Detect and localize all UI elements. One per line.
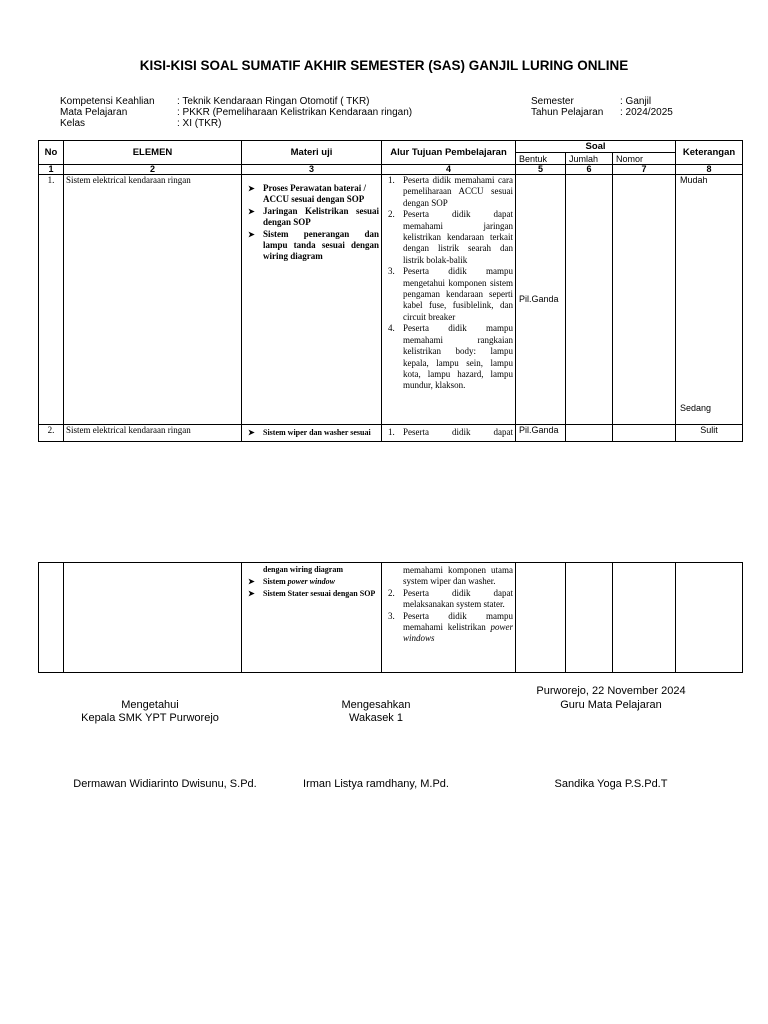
list-item — [384, 266, 513, 323]
row-nomor — [613, 425, 676, 442]
goal-number: 4. — [388, 323, 395, 334]
col-number: 2 — [64, 165, 242, 175]
keterangan-mudah: Mudah — [680, 175, 708, 185]
list-item — [384, 175, 513, 209]
list-item — [244, 576, 379, 588]
list-item — [384, 565, 513, 588]
goal-number: 1. — [388, 427, 395, 437]
name-wakasek: Irman Listya ramdhany, M.Pd. — [303, 778, 449, 790]
goals-list — [384, 427, 513, 438]
row-nomor — [613, 563, 676, 673]
name-kepala-sekolah: Dermawan Widiarinto Dwisunu, S.Pd. — [73, 778, 257, 790]
arrow-bullet-icon: ➤ — [248, 229, 255, 239]
list-item — [244, 183, 379, 206]
list-item — [384, 427, 513, 438]
row-no: 1. — [39, 175, 64, 425]
header-jumlah: Jumlah — [566, 153, 613, 165]
materi-text: Proses Perawatan baterai / ACCU sesuai dengan SOP — [263, 183, 367, 205]
arrow-bullet-icon: ➤ — [248, 428, 255, 437]
goal-text: Peserta didik mampu mengetahui komponen sistem pengaman kendaraan seperti kabel fuse, fusiblelink, dan circuit breaker — [403, 266, 513, 322]
info-value-tahun: : 2024/2025 — [620, 107, 673, 118]
col-number: 1 — [39, 165, 64, 175]
materi-list — [244, 427, 379, 438]
header-nomor: Nomor — [613, 153, 676, 165]
info-label-tahun: Tahun Pelajaran — [531, 107, 604, 118]
info-value-kompetensi: : Teknik Kendaraan Ringan Otomotif ( TKR) — [177, 96, 370, 107]
list-item — [384, 588, 513, 611]
col-number: 5 — [516, 165, 566, 175]
goal-text: Peserta didik mampu memahami rangkaian kelistrikan body: lampu kepala, lampu sein, lampu kota, lampu hazard, lampu mundur, klakson. — [403, 323, 513, 391]
kisi-kisi-table — [38, 140, 743, 442]
list-item — [244, 427, 379, 438]
row-nomor — [613, 175, 676, 425]
goal-text: Peserta didik dapat melaksanakan system stater. — [403, 587, 513, 610]
row-keterangan — [676, 563, 743, 673]
row-bentuk: Pil.Ganda — [516, 425, 566, 442]
role-wakasek: Wakasek 1 — [348, 712, 403, 724]
table-row — [39, 425, 743, 442]
materi-text: Sistem wiper dan washer sesuai — [263, 428, 371, 437]
list-item — [244, 588, 379, 600]
goal-italic: power windows — [403, 622, 513, 644]
role-mengetahui: Mengetahui — [121, 699, 179, 711]
role-mengesahkan: Mengesahkan — [341, 699, 411, 711]
row-keterangan: Sulit — [676, 425, 743, 442]
info-value-semester: : Ganjil — [620, 96, 652, 107]
goal-number: 3. — [388, 266, 395, 277]
materi-text: Jaringan Kelistrikan sesuai dengan SOP — [263, 205, 379, 228]
materi-text: Sistem — [263, 577, 288, 586]
goal-text: Peserta didik memahami cara pemeliharaan ACCU sesuai dengan SOP — [403, 175, 513, 208]
header-keterangan: Keterangan — [676, 141, 743, 165]
goal-text: Peserta didik dapat memahami jaringan kelistrikan kendaraan terkait dengan listrik searah dan listrik bolak-balik — [403, 209, 513, 265]
materi-continued: dengan wiring diagram — [263, 565, 344, 574]
role-kepala-sekolah: Kepala SMK YPT Purworejo — [81, 712, 219, 724]
arrow-bullet-icon: ➤ — [248, 577, 255, 586]
info-label-semester: Semester — [531, 96, 574, 107]
materi-list — [244, 576, 379, 600]
list-item — [244, 229, 379, 263]
arrow-bullet-icon: ➤ — [248, 206, 255, 216]
role-guru: Guru Mata Pelajaran — [560, 699, 662, 711]
goal-text: Peserta didik mampu memahami kelistrikan — [403, 610, 513, 633]
col-number: 7 — [613, 165, 676, 175]
header-no: No — [39, 141, 64, 165]
goal-number: 2. — [388, 209, 395, 220]
materi-list — [244, 183, 379, 263]
header-materi: Materi uji — [242, 141, 382, 165]
header-alur: Alur Tujuan Pembelajaran — [382, 141, 516, 165]
goal-number: 1. — [388, 175, 395, 185]
list-item — [384, 209, 513, 266]
goal-number: 3. — [388, 610, 395, 621]
row-elemen: Sistem elektrical kendaraan ringan — [64, 175, 242, 425]
row-elemen: Sistem elektrical kendaraan ringan — [64, 425, 242, 442]
row-bentuk — [516, 563, 566, 673]
col-number: 3 — [242, 165, 382, 175]
materi-text: Sistem penerangan dan lampu tanda sesuai dengan wiring diagram — [263, 228, 379, 262]
table-row — [39, 563, 743, 673]
list-item — [244, 206, 379, 229]
info-value-mapel: : PKKR (Pemeliharaan Kelistrikan Kendaraan ringan) — [177, 107, 413, 118]
goal-number: 2. — [388, 587, 395, 598]
row-elemen — [64, 563, 242, 673]
arrow-bullet-icon: ➤ — [248, 184, 255, 193]
row-no: 2. — [39, 425, 64, 442]
header-soal: Soal — [516, 141, 676, 153]
list-item — [384, 323, 513, 391]
keterangan-sedang: Sedang — [680, 403, 712, 413]
goal-text: Peserta didik dapat — [403, 427, 513, 437]
info-label-kompetensi: Kompetensi Keahlian — [60, 96, 155, 107]
header-bentuk: Bentuk — [516, 153, 566, 165]
goals-list — [384, 175, 513, 392]
col-number: 4 — [382, 165, 516, 175]
row-jumlah — [566, 175, 613, 425]
row-jumlah — [566, 563, 613, 673]
goal-text: memahami komponen utama system wiper dan washer. — [403, 565, 513, 587]
col-number: 6 — [566, 165, 613, 175]
col-number: 8 — [676, 165, 743, 175]
kisi-kisi-table-continued — [38, 562, 743, 673]
materi-italic: power window — [287, 577, 336, 586]
table-row — [39, 175, 743, 425]
row-no — [39, 563, 64, 673]
place-date: Purworejo, 22 November 2024 — [536, 685, 686, 697]
document-title: KISI-KISI SOAL SUMATIF AKHIR SEMESTER (SAS) GANJIL LURING ONLINE — [139, 58, 629, 73]
goals-list — [384, 565, 513, 645]
row-bentuk: Pil.Ganda — [516, 175, 566, 425]
info-label-kelas: Kelas — [60, 118, 86, 129]
info-label-mapel: Mata Pelajaran — [60, 107, 128, 118]
arrow-bullet-icon: ➤ — [248, 589, 255, 598]
name-guru: Sandika Yoga P.S.Pd.T — [554, 778, 668, 790]
list-item — [384, 611, 513, 645]
info-value-kelas: : XI (TKR) — [177, 118, 222, 129]
header-elemen: ELEMEN — [64, 141, 242, 165]
row-keterangan — [676, 175, 743, 425]
row-jumlah — [566, 425, 613, 442]
materi-text: Sistem Stater sesuai dengan SOP — [263, 589, 376, 598]
